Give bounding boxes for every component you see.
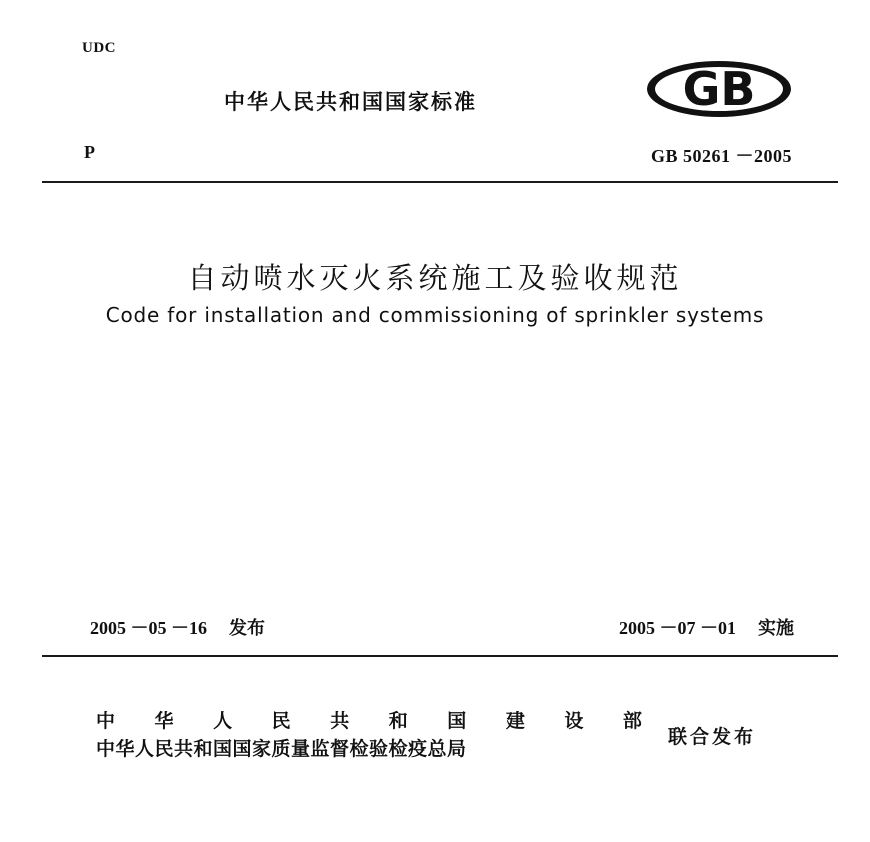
issuer-ministry <box>96 706 642 733</box>
issuer-char: 人 <box>213 710 233 732</box>
gb-logo-text: GB <box>682 62 756 116</box>
issued-label: 发布 <box>229 618 265 639</box>
issued-date: 2005 －05 －16 <box>90 618 207 638</box>
gb-logo-icon <box>646 60 792 118</box>
issuer-char: 共 <box>330 710 350 732</box>
classification-letter: P <box>84 142 95 162</box>
joint-issue-label: 联合发布 <box>668 726 757 748</box>
issuer-char: 民 <box>271 710 291 732</box>
effective-date-block <box>619 614 794 640</box>
bottom-divider <box>42 655 838 657</box>
issuer-char: 国 <box>447 710 467 732</box>
issuer-char: 和 <box>388 710 408 732</box>
english-title: Code for installation and commissioning of sprinkler systems <box>105 303 765 327</box>
udc-label: UDC <box>82 40 116 56</box>
standard-type-heading: 中华人民共和国国家标准 <box>224 90 477 114</box>
issuer-aqsiq: 中华人民共和国国家质量监督检验检疫总局 <box>96 738 467 760</box>
issuer-char: 设 <box>564 710 584 732</box>
effective-label: 实施 <box>758 618 794 639</box>
issuer-char: 部 <box>622 710 642 732</box>
effective-date: 2005 －07 －01 <box>619 618 736 638</box>
issuer-char: 建 <box>505 710 525 732</box>
issuer-char: 华 <box>154 710 174 732</box>
issued-date-block <box>90 614 265 640</box>
standard-number: GB 50261 －2005 <box>650 146 792 166</box>
top-divider <box>42 181 838 183</box>
issuer-char: 中 <box>96 710 116 732</box>
chinese-title: 自动喷水灭火系统施工及验收规范 <box>187 261 683 295</box>
